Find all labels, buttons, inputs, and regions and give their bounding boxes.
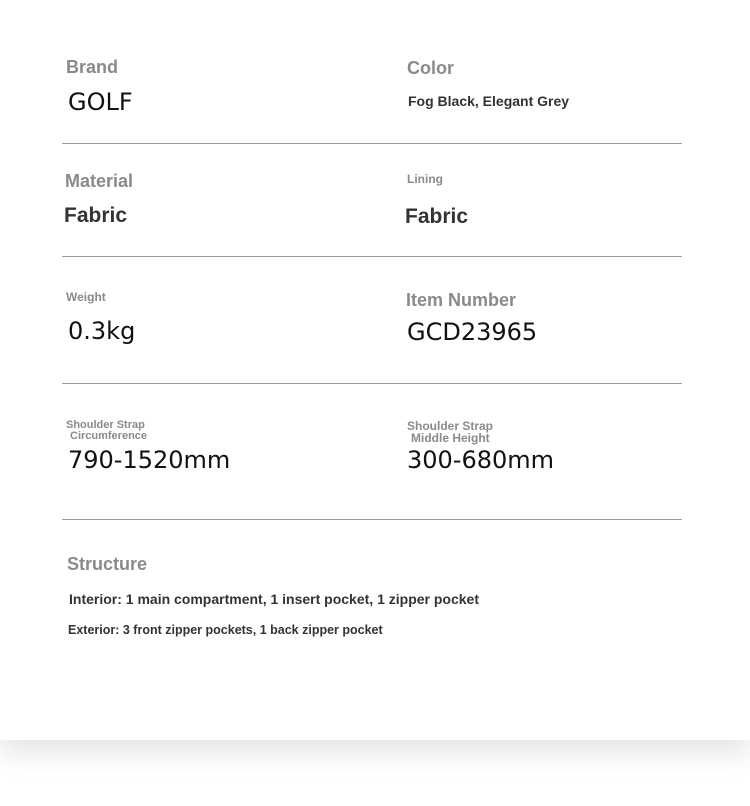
color-value: Fog Black, Elegant Grey [408, 93, 570, 109]
item-number-label: Item Number [406, 290, 517, 310]
divider-2 [62, 256, 682, 257]
lining-value: Fabric [405, 205, 469, 228]
weight-value: 0.3kg [68, 317, 136, 345]
strap-circumference-value: 790-1520mm [68, 446, 231, 474]
material-label: Material [65, 171, 134, 191]
lining-label: Lining [407, 172, 443, 186]
divider-3 [62, 383, 682, 384]
strap-middle-height-value: 300-680mm [407, 446, 555, 474]
strap-circumference-label-line1: Shoulder Strap [66, 419, 145, 431]
brand-label: Brand [66, 57, 119, 77]
brand-value: GOLF [68, 88, 133, 116]
divider-1 [62, 143, 682, 144]
strap-circumference-label-line2: Circumference [70, 430, 148, 442]
structure-interior: Interior: 1 main compartment, 1 insert pocket, 1 zipper pocket [69, 591, 479, 607]
item-number-value: GCD23965 [407, 318, 538, 346]
structure-exterior: Exterior: 3 front zipper pockets, 1 back zipper pocket [68, 623, 383, 637]
divider-4 [62, 519, 682, 520]
strap-circumference-label [66, 420, 147, 442]
strap-middle-height-label-line1: Shoulder Strap [407, 419, 494, 433]
color-label: Color [407, 58, 454, 78]
material-value: Fabric [64, 204, 128, 227]
structure-label: Structure [67, 554, 148, 574]
weight-label: Weight [66, 290, 106, 304]
strap-middle-height-label-line2: Middle Height [411, 431, 490, 445]
strap-middle-height-label [407, 420, 493, 444]
